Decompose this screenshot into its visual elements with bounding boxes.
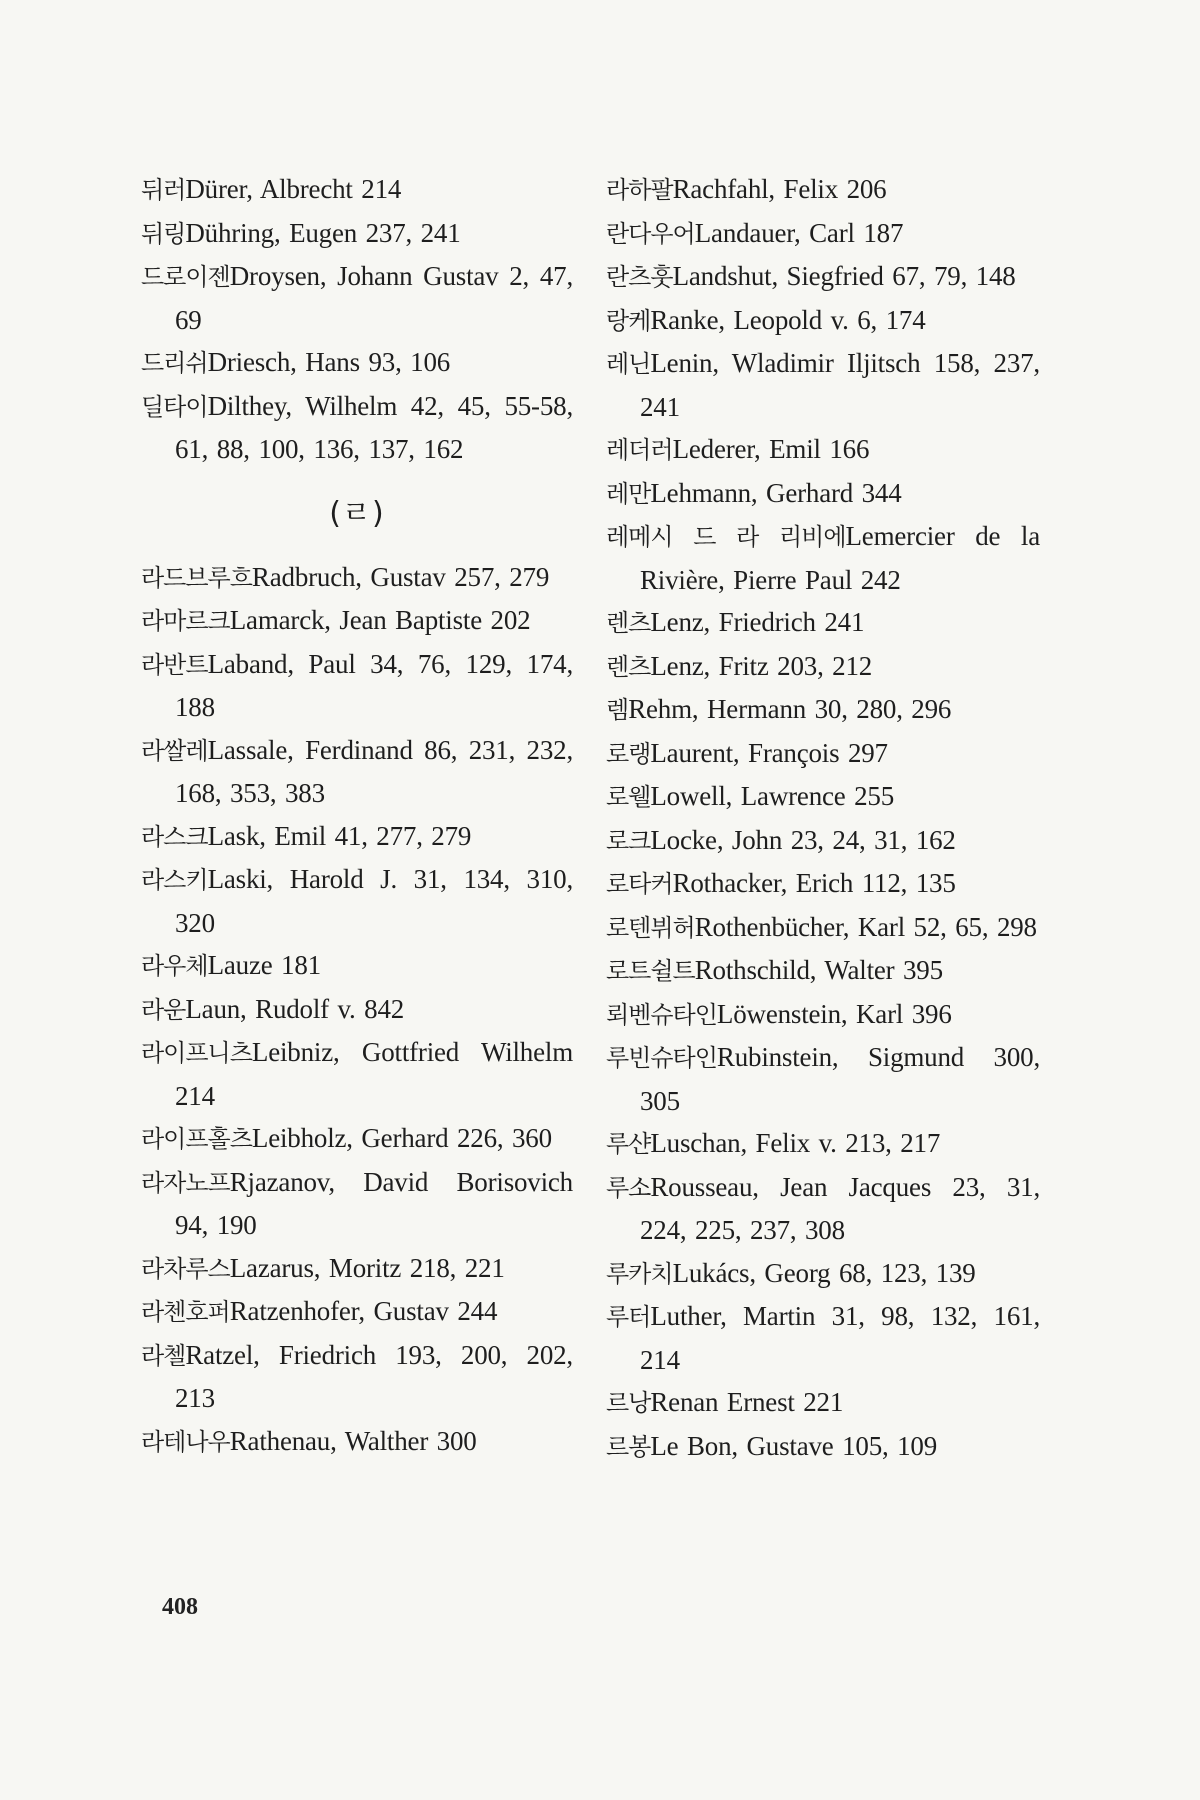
left-column [141,168,573,1463]
index-entry [606,255,1040,299]
entry-korean: 레닌 [606,350,651,378]
entry-korean: 레더러 [606,436,673,464]
index-entry [606,472,1040,516]
index-entry [606,949,1040,993]
entry-korean: 딜타이 [141,392,208,421]
entry-korean: 라쌀레 [141,736,208,765]
entry-korean: 루카치 [606,1259,673,1288]
index-entry [141,858,573,944]
entry-korean: 루소 [606,1173,651,1202]
entry-korean: 루빈슈타인 [606,1044,717,1072]
entry-korean: 르봉 [606,1432,651,1461]
entry-korean: 라드브루흐 [141,563,252,592]
entry-text: Laurent, François 297 [650,737,888,768]
entry-text: Löwenstein, Karl 396 [716,998,952,1029]
entry-text: Rothschild, Walter 395 [694,955,943,985]
entry-korean: 라운 [141,995,186,1024]
entry-text: Rjazanov, David Borisovich 94, 190 [175,1166,573,1240]
index-entry [606,732,1040,776]
index-entry [606,212,1040,256]
entry-korean: 로웰 [606,783,651,811]
entry-text: Rousseau, Jean Jacques 23, 31, 224, 225, 237, 308 [640,1171,1040,1245]
index-entry [606,645,1040,689]
index-entry [606,993,1040,1037]
entry-korean: 란다우어 [606,219,695,248]
entry-korean: 라테나우 [141,1427,230,1456]
index-entry [606,515,1040,601]
entry-korean: 레만 [606,479,651,508]
index-entry [141,1031,573,1117]
entry-text: Lenz, Friedrich 241 [650,607,865,637]
index-entry [141,599,573,643]
entry-korean: 레메시 드 라 리비에 [606,523,846,551]
index-entry [606,428,1040,472]
entry-korean: 랑케 [606,306,651,335]
entry-korean: 렌츠 [606,609,651,637]
index-entry [606,775,1040,819]
entry-korean: 드로이젠 [141,263,230,291]
entry-korean: 드리쉬 [141,349,208,377]
entry-text: Ranke, Leopold v. 6, 174 [650,304,926,335]
index-entry [606,342,1040,428]
entry-korean: 뢰벤슈타인 [606,1000,717,1029]
entry-korean: 라스크 [141,822,208,851]
entry-korean: 뒤링 [141,219,186,248]
index-entry [606,1295,1040,1381]
entry-korean: 라하팔 [606,176,673,204]
index-entry [141,255,573,341]
entry-text: Locke, John 23, 24, 31, 162 [650,824,956,855]
left-entries-before [141,168,573,471]
entry-text: Luschan, Felix v. 213, 217 [650,1128,941,1158]
index-entry [141,815,573,859]
entry-korean: 뒤러 [141,176,186,204]
index-entry [141,1161,573,1247]
entry-text: Lehmann, Gerhard 344 [650,477,902,508]
index-entry [606,1166,1040,1252]
index-entry [606,1122,1040,1166]
index-entry [606,1381,1040,1425]
entry-korean: 로텐뷔허 [606,913,695,942]
entry-text: Droysen, Johann Gustav 2, 47, 69 [175,261,573,335]
entry-korean: 렌츠 [606,652,651,681]
entry-text: Laun, Rudolf v. 842 [185,993,405,1024]
index-entry [141,944,573,988]
index-entry [606,168,1040,212]
entry-text: Laski, Harold J. 31, 134, 310, 320 [175,864,573,938]
index-entry [141,1420,573,1464]
index-entry [141,729,573,815]
index-entry [141,1117,573,1161]
index-entry [141,212,573,256]
section-heading: (ㄹ) [329,495,385,531]
entry-text: Le Bon, Gustave 105, 109 [650,1430,938,1461]
entry-text: Lenz, Fritz 203, 212 [650,650,873,681]
entry-text: Lederer, Emil 166 [672,434,870,464]
index-entry [606,819,1040,863]
entry-korean: 루샨 [606,1130,651,1158]
entry-text: Dürer, Albrecht 214 [185,174,402,204]
index-entry [606,299,1040,343]
entry-korean: 라반트 [141,650,208,679]
entry-text: Lask, Emil 41, 277, 279 [207,820,472,851]
entry-korean: 라첼 [141,1341,186,1370]
index-entry [141,1334,573,1420]
index-entry [606,1425,1040,1469]
entry-korean: 란츠훗 [606,263,673,291]
entry-text: Dühring, Eugen 237, 241 [185,217,461,248]
entry-korean: 라첸호퍼 [141,1298,230,1326]
entry-text: Leibniz, Gottfried Wilhelm 214 [175,1037,573,1111]
entry-text: Renan Ernest 221 [650,1387,844,1417]
entry-text: Luther, Martin 31, 98, 132, 161, 214 [640,1301,1040,1375]
entry-text: Lowell, Lawrence 255 [650,781,895,811]
index-entry [606,862,1040,906]
index-entry [141,385,573,471]
entry-korean: 라마르크 [141,607,230,635]
entry-text: Landshut, Siegfried 67, 79, 148 [672,261,1016,291]
entry-text: Leibholz, Gerhard 226, 360 [251,1123,552,1153]
index-entry [606,601,1040,645]
entry-text: Dilthey, Wilhelm 42, 45, 55-58, 61, 88, 100, 136, 137, 162 [175,390,573,464]
entry-korean: 루터 [606,1303,651,1331]
entry-text: Ratzel, Friedrich 193, 200, 202, 213 [175,1339,573,1413]
entry-text: Rachfahl, Felix 206 [672,174,887,204]
entry-text: Lenin, Wladimir Iljitsch 158, 237, 241 [640,348,1040,422]
entry-text: Lamarck, Jean Baptiste 202 [229,605,531,635]
entry-korean: 로랭 [606,739,651,768]
entry-text: Lazarus, Moritz 218, 221 [229,1252,505,1283]
entry-korean: 라스키 [141,866,208,894]
index-entry [606,688,1040,732]
entry-korean: 로트쉴트 [606,957,695,985]
left-entries-after [141,556,573,1464]
entry-korean: 로타커 [606,870,673,898]
entry-text: Rothacker, Erich 112, 135 [672,868,956,898]
entry-text: Rehm, Hermann 30, 280, 296 [628,694,952,724]
index-entry [141,341,573,385]
index-entry [141,1290,573,1334]
index-entry [606,906,1040,950]
entry-text: Driesch, Hans 93, 106 [207,347,451,377]
right-column [606,168,1040,1468]
entry-korean: 라이프홀츠 [141,1125,252,1153]
index-entry [141,1247,573,1291]
entry-text: Lauze 181 [207,950,321,980]
entry-korean: 로크 [606,826,651,855]
entry-text: Ratzenhofer, Gustav 244 [229,1296,498,1326]
index-entry [606,1036,1040,1122]
entry-text: Rathenau, Walther 300 [229,1425,477,1456]
entry-korean: 라이프니츠 [141,1039,252,1067]
entry-korean: 르낭 [606,1389,651,1417]
index-entry [141,556,573,600]
entry-korean: 라차루스 [141,1254,230,1283]
index-entry [141,643,573,729]
entry-text: Lassale, Ferdinand 86, 231, 232, 168, 353, 383 [175,734,573,808]
entry-text: Rubinstein, Sigmund 300, 305 [640,1042,1040,1116]
entry-text: Lemercier de la Rivière, Pierre Paul 242 [640,521,1040,595]
entry-text: Rothenbücher, Karl 52, 65, 298 [694,911,1037,942]
index-entry [141,988,573,1032]
entry-text: Laband, Paul 34, 76, 129, 174, 188 [175,648,573,722]
entry-text: Landauer, Carl 187 [694,217,904,248]
page-number: 408 [162,1594,198,1620]
index-entry [141,168,573,212]
entry-korean: 라자노프 [141,1168,230,1197]
entry-text: Lukács, Georg 68, 123, 139 [672,1257,976,1288]
entry-korean: 라우체 [141,952,208,980]
index-entry [606,1252,1040,1296]
entry-text: Radbruch, Gustav 257, 279 [251,561,550,592]
entry-korean: 렘 [606,696,629,724]
